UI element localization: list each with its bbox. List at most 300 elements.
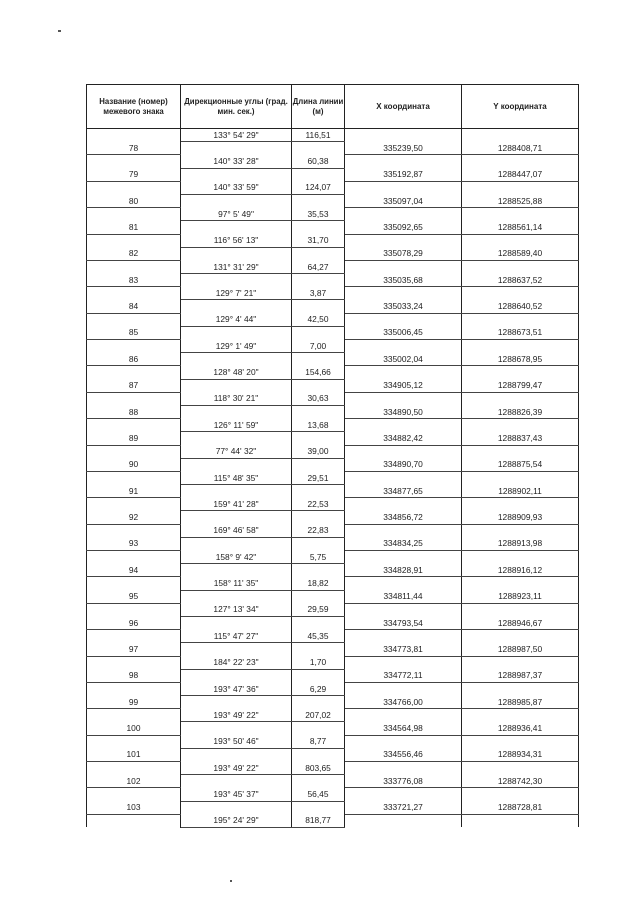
- point-name: 90: [87, 458, 181, 471]
- point-row: [87, 194, 579, 207]
- direction-angle: 129° 4' 44": [181, 313, 292, 326]
- direction-angle: 129° 1' 49": [181, 340, 292, 353]
- direction-angle: 115° 47' 27": [181, 630, 292, 643]
- x-coordinate: 335192,87: [345, 168, 462, 181]
- line-length: 30,63: [292, 392, 345, 405]
- x-coordinate-empty: [345, 155, 462, 168]
- x-coordinate: 334766,00: [345, 696, 462, 709]
- point-row: [87, 300, 579, 313]
- direction-angle-empty: [181, 142, 292, 155]
- point-name: 79: [87, 168, 181, 181]
- y-coordinate-empty: [462, 340, 579, 353]
- point-name-empty: [87, 603, 181, 616]
- direction-angle: 193° 50' 46": [181, 735, 292, 748]
- point-name-empty: [87, 260, 181, 273]
- col-header-x: X координата: [345, 85, 462, 129]
- y-coordinate-empty: [462, 392, 579, 405]
- point-row: [87, 353, 579, 366]
- y-coordinate: 1288826,39: [462, 405, 579, 418]
- x-coordinate: 335035,68: [345, 274, 462, 287]
- y-coordinate-empty: [462, 419, 579, 432]
- x-coordinate: 335092,65: [345, 221, 462, 234]
- x-coordinate-empty: [345, 419, 462, 432]
- x-coordinate: 335002,04: [345, 353, 462, 366]
- col-header-y: Y координата: [462, 85, 579, 129]
- segment-row: [87, 603, 579, 616]
- point-name-empty: [87, 709, 181, 722]
- point-name-empty: [87, 524, 181, 537]
- segment-row: [87, 577, 579, 590]
- line-length: 22,53: [292, 498, 345, 511]
- direction-angle: 158° 9' 42": [181, 551, 292, 564]
- direction-angle-empty: [181, 432, 292, 445]
- line-length: 818,77: [292, 814, 345, 827]
- line-length-empty: [292, 142, 345, 155]
- point-name: 98: [87, 669, 181, 682]
- line-length-empty: [292, 300, 345, 313]
- segment-row: [87, 419, 579, 432]
- y-coordinate: 1288934,31: [462, 748, 579, 761]
- y-coordinate: 1288987,37: [462, 669, 579, 682]
- x-coordinate-empty: [345, 524, 462, 537]
- x-coordinate-empty: [345, 181, 462, 194]
- x-coordinate-empty: [345, 445, 462, 458]
- line-length-empty: [292, 405, 345, 418]
- segment-row: [87, 656, 579, 669]
- line-length-empty: [292, 458, 345, 471]
- line-length: 45,35: [292, 630, 345, 643]
- x-coordinate-empty: [345, 208, 462, 221]
- point-name-empty: [87, 471, 181, 484]
- direction-angle-empty: [181, 696, 292, 709]
- x-coordinate: 334772,11: [345, 669, 462, 682]
- direction-angle: 128° 48' 20": [181, 366, 292, 379]
- point-row: [87, 326, 579, 339]
- y-coordinate-empty: [462, 498, 579, 511]
- point-name: 88: [87, 405, 181, 418]
- y-coordinate-empty: [462, 551, 579, 564]
- direction-angle-empty: [181, 274, 292, 287]
- line-length-empty: [292, 247, 345, 260]
- point-row: [87, 590, 579, 603]
- y-coordinate: 1288909,93: [462, 511, 579, 524]
- point-name-empty: [87, 682, 181, 695]
- segment-row: [87, 524, 579, 537]
- y-coordinate-empty: [462, 630, 579, 643]
- y-coordinate: 1288985,87: [462, 696, 579, 709]
- direction-angle-empty: [181, 405, 292, 418]
- segment-row: [87, 392, 579, 405]
- direction-angle: 118° 30' 21": [181, 392, 292, 405]
- direction-angle-empty: [181, 300, 292, 313]
- segment-row: [87, 498, 579, 511]
- point-row: [87, 669, 579, 682]
- line-length-empty: [292, 511, 345, 524]
- line-length-empty: [292, 432, 345, 445]
- line-length: 39,00: [292, 445, 345, 458]
- direction-angle-empty: [181, 326, 292, 339]
- x-coordinate: 334877,65: [345, 485, 462, 498]
- direction-angle-empty: [181, 194, 292, 207]
- y-coordinate: 1288837,43: [462, 432, 579, 445]
- x-coordinate-empty: [345, 260, 462, 273]
- point-name-empty: [87, 129, 181, 142]
- point-name: 80: [87, 194, 181, 207]
- y-coordinate-empty: [462, 181, 579, 194]
- line-length-empty: [292, 643, 345, 656]
- point-row: [87, 379, 579, 392]
- y-coordinate: 1288946,67: [462, 616, 579, 629]
- point-row: [87, 511, 579, 524]
- segment-row: [87, 682, 579, 695]
- point-row: [87, 775, 579, 788]
- x-coordinate-empty: [345, 603, 462, 616]
- y-coordinate: 1288447,07: [462, 168, 579, 181]
- y-coordinate: 1288913,98: [462, 537, 579, 550]
- line-length-empty: [292, 590, 345, 603]
- line-length: 7,00: [292, 340, 345, 353]
- point-row: [87, 247, 579, 260]
- line-length: 124,07: [292, 181, 345, 194]
- line-length: 29,59: [292, 603, 345, 616]
- line-length: 56,45: [292, 788, 345, 801]
- line-length: 18,82: [292, 577, 345, 590]
- x-coordinate: 334882,42: [345, 432, 462, 445]
- segment-row: [87, 762, 579, 775]
- line-length: 35,53: [292, 208, 345, 221]
- segment-row: [87, 551, 579, 564]
- line-length-empty: [292, 537, 345, 550]
- x-coordinate: 335097,04: [345, 194, 462, 207]
- point-row: [87, 722, 579, 735]
- direction-angle-empty: [181, 748, 292, 761]
- point-name: 89: [87, 432, 181, 445]
- line-length-empty: [292, 696, 345, 709]
- direction-angle: 129° 7' 21": [181, 287, 292, 300]
- direction-angle-empty: [181, 379, 292, 392]
- point-name: 103: [87, 801, 181, 814]
- x-coordinate-empty: [345, 287, 462, 300]
- direction-angle-empty: [181, 511, 292, 524]
- segment-row: [87, 814, 579, 827]
- segment-row: [87, 788, 579, 801]
- x-coordinate: 334773,81: [345, 643, 462, 656]
- x-coordinate-empty: [345, 735, 462, 748]
- direction-angle: 115° 48' 35": [181, 471, 292, 484]
- x-coordinate: 335033,24: [345, 300, 462, 313]
- y-coordinate-empty: [462, 788, 579, 801]
- x-coordinate: 335006,45: [345, 326, 462, 339]
- point-name: 85: [87, 326, 181, 339]
- line-length: 22,83: [292, 524, 345, 537]
- point-name-empty: [87, 814, 181, 827]
- direction-angle-empty: [181, 643, 292, 656]
- point-name-empty: [87, 630, 181, 643]
- segment-row: [87, 471, 579, 484]
- point-name: 87: [87, 379, 181, 392]
- scan-speck: [58, 30, 61, 32]
- direction-angle-empty: [181, 616, 292, 629]
- point-name-empty: [87, 551, 181, 564]
- line-length: 1,70: [292, 656, 345, 669]
- point-row: [87, 537, 579, 550]
- point-name: 94: [87, 564, 181, 577]
- x-coordinate-empty: [345, 313, 462, 326]
- x-coordinate-empty: [345, 788, 462, 801]
- x-coordinate-empty: [345, 129, 462, 142]
- direction-angle: 77° 44' 32": [181, 445, 292, 458]
- x-coordinate-empty: [345, 392, 462, 405]
- y-coordinate: 1288408,71: [462, 142, 579, 155]
- direction-angle-empty: [181, 485, 292, 498]
- y-coordinate-empty: [462, 814, 579, 827]
- point-name: 82: [87, 247, 181, 260]
- line-length-empty: [292, 326, 345, 339]
- x-coordinate-empty: [345, 366, 462, 379]
- x-coordinate: 333721,27: [345, 801, 462, 814]
- y-coordinate: 1288525,88: [462, 194, 579, 207]
- segment-row: [87, 709, 579, 722]
- point-name-empty: [87, 366, 181, 379]
- x-coordinate: 333776,08: [345, 775, 462, 788]
- line-length-empty: [292, 274, 345, 287]
- y-coordinate-empty: [462, 366, 579, 379]
- direction-angle: 131° 31' 29": [181, 260, 292, 273]
- segment-row: [87, 735, 579, 748]
- segment-row: [87, 313, 579, 326]
- y-coordinate-empty: [462, 603, 579, 616]
- line-length-empty: [292, 775, 345, 788]
- direction-angle: 184° 22' 23": [181, 656, 292, 669]
- y-coordinate-empty: [462, 129, 579, 142]
- x-coordinate-empty: [345, 762, 462, 775]
- line-length: 64,27: [292, 260, 345, 273]
- point-name-empty: [87, 577, 181, 590]
- line-length: 803,65: [292, 762, 345, 775]
- point-name: 100: [87, 722, 181, 735]
- line-length: 8,77: [292, 735, 345, 748]
- point-row: [87, 458, 579, 471]
- segment-row: [87, 340, 579, 353]
- direction-angle: 193° 49' 22": [181, 709, 292, 722]
- direction-angle-empty: [181, 537, 292, 550]
- point-row: [87, 432, 579, 445]
- direction-angle: 133° 54' 29": [181, 129, 292, 142]
- x-coordinate-empty: [345, 709, 462, 722]
- y-coordinate-empty: [462, 682, 579, 695]
- y-coordinate: 1288637,52: [462, 274, 579, 287]
- point-name: 91: [87, 485, 181, 498]
- line-length: 13,68: [292, 419, 345, 432]
- direction-angle: 195° 24' 29": [181, 814, 292, 827]
- line-length-empty: [292, 353, 345, 366]
- direction-angle: 159° 41' 28": [181, 498, 292, 511]
- y-coordinate-empty: [462, 762, 579, 775]
- x-coordinate: 334905,12: [345, 379, 462, 392]
- direction-angle-empty: [181, 775, 292, 788]
- x-coordinate-empty: [345, 234, 462, 247]
- y-coordinate: 1288589,40: [462, 247, 579, 260]
- point-name-empty: [87, 287, 181, 300]
- x-coordinate: 335078,29: [345, 247, 462, 260]
- point-row: [87, 142, 579, 155]
- point-row: [87, 168, 579, 181]
- point-name-empty: [87, 419, 181, 432]
- point-name-empty: [87, 208, 181, 221]
- segment-row: [87, 287, 579, 300]
- x-coordinate-empty: [345, 814, 462, 827]
- point-name-empty: [87, 313, 181, 326]
- boundary-coordinates-table: [86, 84, 579, 828]
- point-name: 84: [87, 300, 181, 313]
- y-coordinate: 1288936,41: [462, 722, 579, 735]
- y-coordinate-empty: [462, 735, 579, 748]
- line-length-empty: [292, 722, 345, 735]
- point-row: [87, 274, 579, 287]
- direction-angle-empty: [181, 590, 292, 603]
- y-coordinate: 1288728,81: [462, 801, 579, 814]
- y-coordinate: 1288923,11: [462, 590, 579, 603]
- point-row: [87, 485, 579, 498]
- x-coordinate-empty: [345, 577, 462, 590]
- table-body: [87, 129, 579, 828]
- line-length: 6,29: [292, 682, 345, 695]
- y-coordinate-empty: [462, 287, 579, 300]
- point-name-empty: [87, 735, 181, 748]
- segment-row: [87, 234, 579, 247]
- point-name-empty: [87, 155, 181, 168]
- segment-row: [87, 445, 579, 458]
- y-coordinate-empty: [462, 155, 579, 168]
- direction-angle: 193° 49' 22": [181, 762, 292, 775]
- direction-angle: 126° 11' 59": [181, 419, 292, 432]
- point-name: 97: [87, 643, 181, 656]
- scan-speck: [230, 880, 232, 882]
- direction-angle: 158° 11' 35": [181, 577, 292, 590]
- direction-angle: 193° 47' 36": [181, 682, 292, 695]
- direction-angle: 169° 46' 58": [181, 524, 292, 537]
- y-coordinate-empty: [462, 709, 579, 722]
- y-coordinate: 1288678,95: [462, 353, 579, 366]
- direction-angle: 127° 13' 34": [181, 603, 292, 616]
- point-name: 95: [87, 590, 181, 603]
- segment-row: [87, 260, 579, 273]
- point-name-empty: [87, 788, 181, 801]
- point-name: 81: [87, 221, 181, 234]
- table-header-row: [87, 85, 579, 129]
- y-coordinate: 1288640,52: [462, 300, 579, 313]
- y-coordinate: 1288916,12: [462, 564, 579, 577]
- point-name-empty: [87, 656, 181, 669]
- line-length: 3,87: [292, 287, 345, 300]
- point-row: [87, 748, 579, 761]
- point-name-empty: [87, 181, 181, 194]
- x-coordinate: 334811,44: [345, 590, 462, 603]
- x-coordinate-empty: [345, 630, 462, 643]
- point-row: [87, 643, 579, 656]
- point-row: [87, 221, 579, 234]
- x-coordinate: 334828,91: [345, 564, 462, 577]
- line-length: 29,51: [292, 471, 345, 484]
- point-name-empty: [87, 234, 181, 247]
- direction-angle-empty: [181, 353, 292, 366]
- y-coordinate-empty: [462, 260, 579, 273]
- col-header-angle: Дирекционные углы (град. мин. сек.): [181, 85, 292, 129]
- y-coordinate-empty: [462, 208, 579, 221]
- direction-angle: 193° 45' 37": [181, 788, 292, 801]
- y-coordinate: 1288561,14: [462, 221, 579, 234]
- line-length-empty: [292, 485, 345, 498]
- line-length: 31,70: [292, 234, 345, 247]
- y-coordinate-empty: [462, 234, 579, 247]
- line-length: 116,51: [292, 129, 345, 142]
- segment-row: [87, 129, 579, 142]
- point-name-empty: [87, 392, 181, 405]
- direction-angle-empty: [181, 458, 292, 471]
- line-length: 154,66: [292, 366, 345, 379]
- x-coordinate: 334890,70: [345, 458, 462, 471]
- line-length-empty: [292, 801, 345, 814]
- line-length: 5,75: [292, 551, 345, 564]
- point-name-empty: [87, 445, 181, 458]
- point-name: 93: [87, 537, 181, 550]
- y-coordinate: 1288799,47: [462, 379, 579, 392]
- y-coordinate-empty: [462, 445, 579, 458]
- x-coordinate-empty: [345, 471, 462, 484]
- col-header-length: Длина линии (м): [292, 85, 345, 129]
- line-length-empty: [292, 616, 345, 629]
- x-coordinate-empty: [345, 656, 462, 669]
- direction-angle-empty: [181, 221, 292, 234]
- point-row: [87, 405, 579, 418]
- x-coordinate: 334890,50: [345, 405, 462, 418]
- y-coordinate-empty: [462, 524, 579, 537]
- x-coordinate-empty: [345, 498, 462, 511]
- direction-angle: 140° 33' 59": [181, 181, 292, 194]
- point-name-empty: [87, 498, 181, 511]
- point-name: 102: [87, 775, 181, 788]
- y-coordinate: 1288673,51: [462, 326, 579, 339]
- point-row: [87, 564, 579, 577]
- direction-angle-empty: [181, 722, 292, 735]
- point-name: 86: [87, 353, 181, 366]
- line-length-empty: [292, 748, 345, 761]
- direction-angle: 140° 33' 28": [181, 155, 292, 168]
- direction-angle: 116° 56' 13": [181, 234, 292, 247]
- segment-row: [87, 155, 579, 168]
- y-coordinate-empty: [462, 577, 579, 590]
- line-length: 60,38: [292, 155, 345, 168]
- y-coordinate-empty: [462, 656, 579, 669]
- direction-angle-empty: [181, 669, 292, 682]
- segment-row: [87, 630, 579, 643]
- x-coordinate-empty: [345, 551, 462, 564]
- segment-row: [87, 181, 579, 194]
- y-coordinate: 1288987,50: [462, 643, 579, 656]
- line-length-empty: [292, 379, 345, 392]
- point-name: 78: [87, 142, 181, 155]
- col-header-name: Название (номер) межевого знака: [87, 85, 181, 129]
- direction-angle: 97° 5' 49": [181, 208, 292, 221]
- y-coordinate: 1288902,11: [462, 485, 579, 498]
- y-coordinate-empty: [462, 313, 579, 326]
- segment-row: [87, 366, 579, 379]
- x-coordinate: 334793,54: [345, 616, 462, 629]
- direction-angle-empty: [181, 247, 292, 260]
- line-length-empty: [292, 221, 345, 234]
- x-coordinate: 334556,46: [345, 748, 462, 761]
- x-coordinate-empty: [345, 682, 462, 695]
